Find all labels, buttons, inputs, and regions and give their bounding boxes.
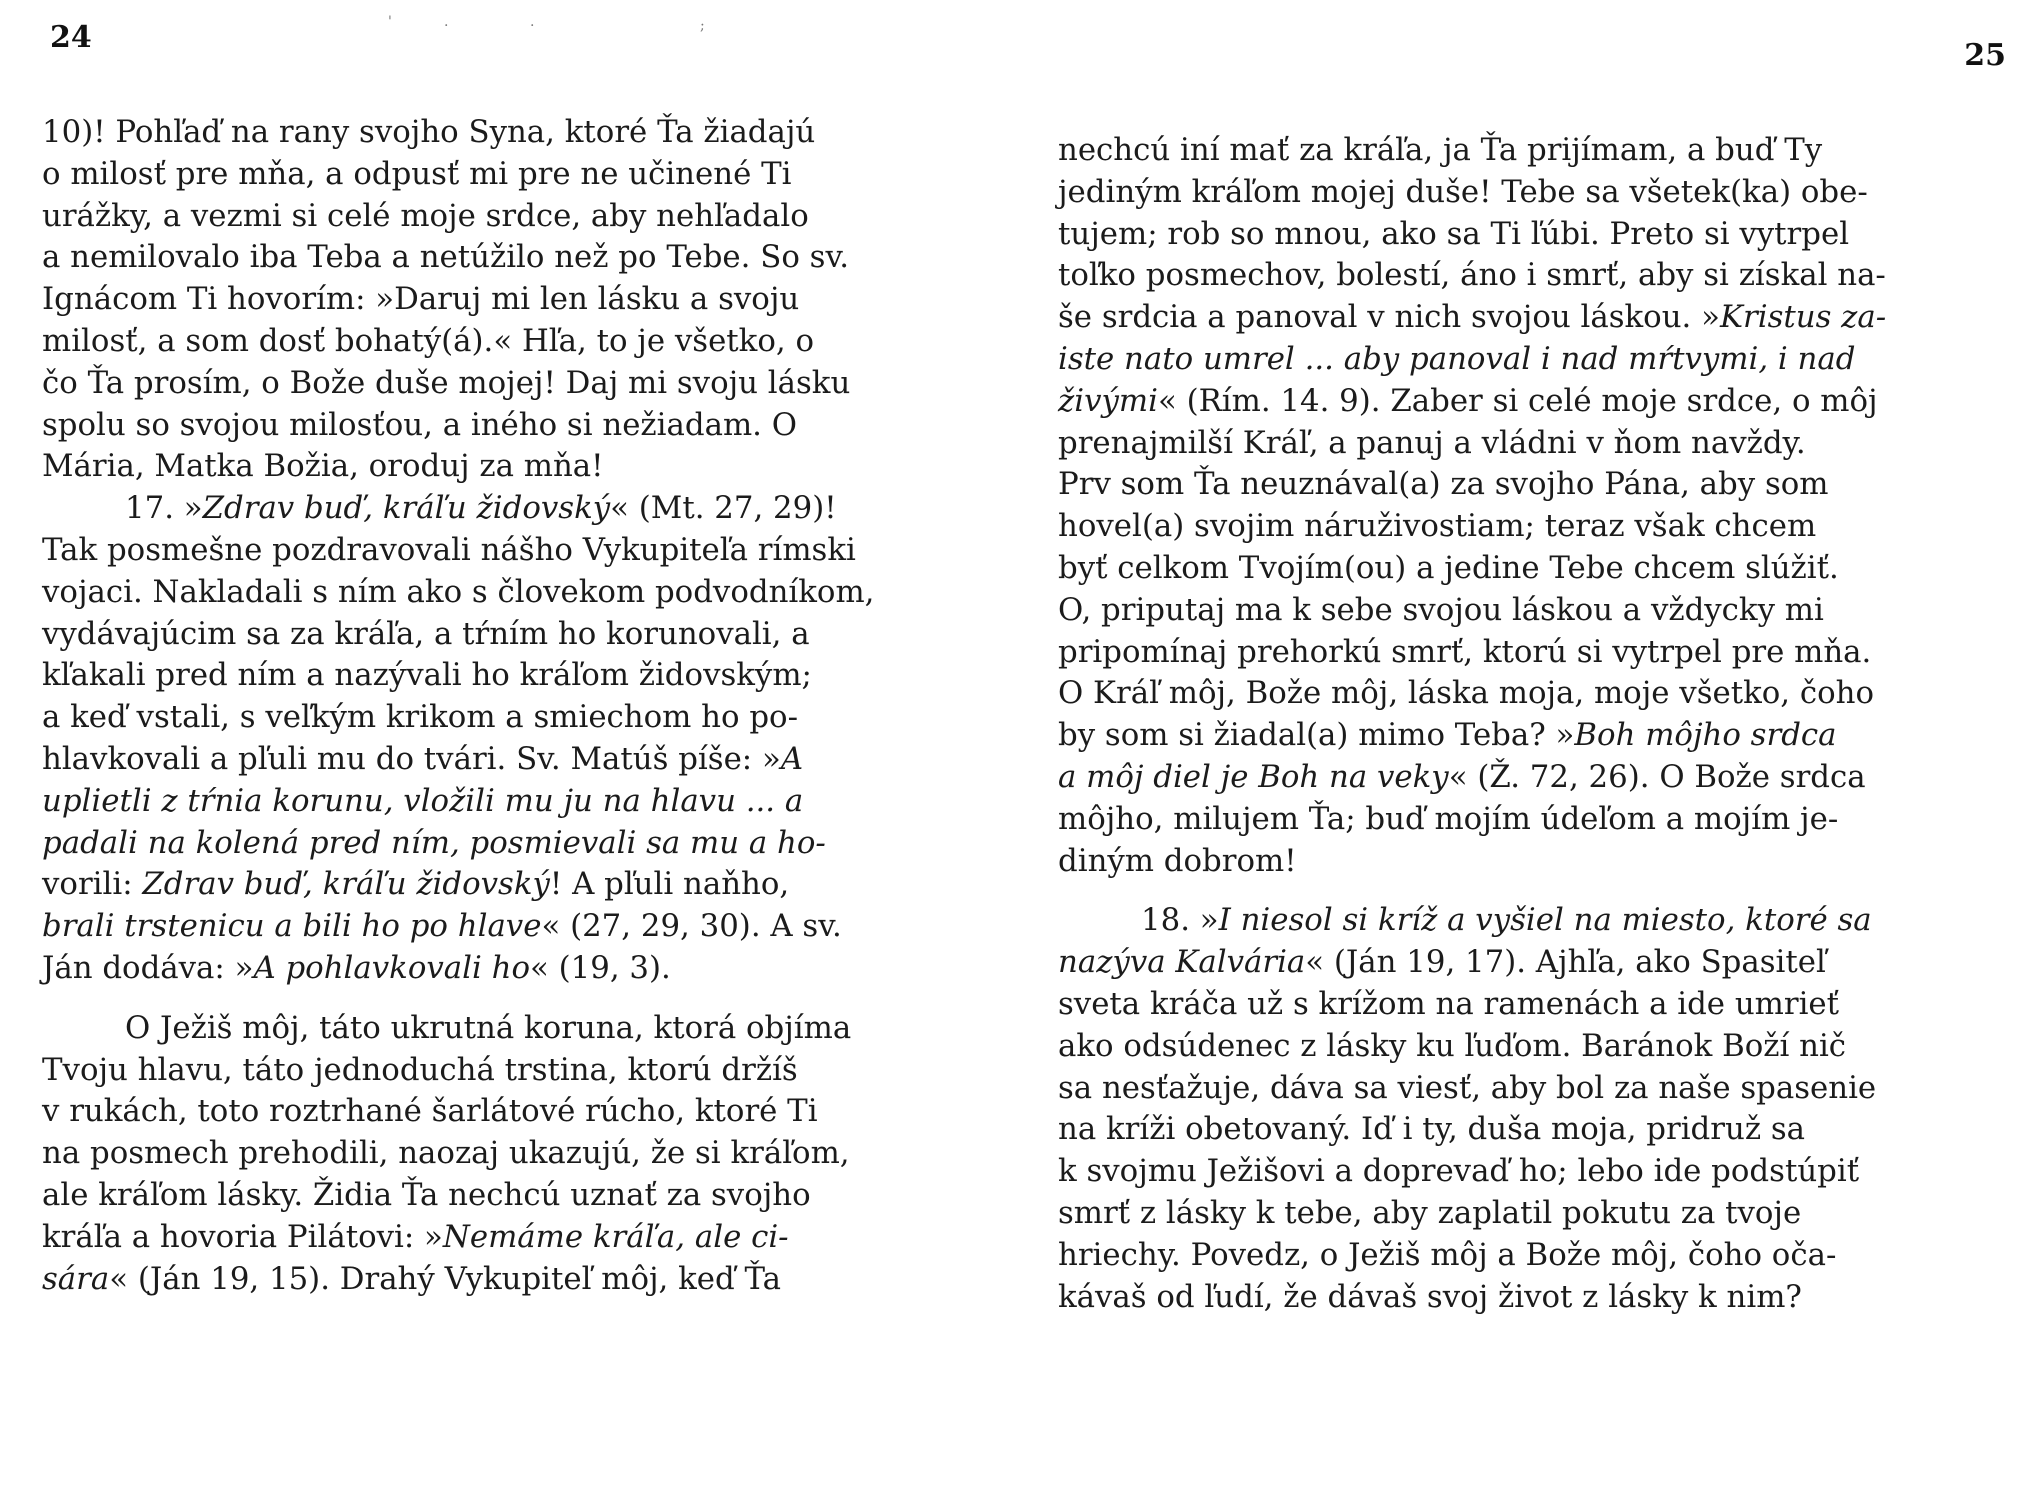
text-line: hriechy. Povedz, o Ježiš môj a Bože môj, čoho oča-: [1058, 1236, 1837, 1273]
text-line: ale kráľom lásky. Židia Ťa nechcú uznať za svojho: [42, 1176, 811, 1213]
page-number: 24: [50, 20, 92, 55]
text-line: milosť, a som dosť bohatý(á).« Hľa, to je všetko, o: [42, 322, 814, 359]
paragraph-start-line: 18. »I niesol si kríž a vyšiel na miesto, ktoré sa: [1141, 902, 1872, 939]
text-line: Prv som Ťa neuznával(a) za svojho Pána, aby som: [1058, 466, 1829, 503]
text-line: Ján dodáva: »A pohlavkovali ho« (19, 3).: [42, 949, 671, 986]
text-line: smrť z lásky k tebe, aby zaplatil pokutu za tvoje: [1058, 1194, 1802, 1231]
text-line: hlavkovali a pľuli mu do tvári. Sv. Matúš píše: »A: [42, 740, 804, 777]
right-page: [1019, 0, 2038, 1500]
text-line: sveta kráča už s krížom na ramenách a ide umrieť: [1058, 985, 1840, 1022]
page-number: 25: [1964, 38, 2006, 73]
text-line: prenajmilší Kráľ, a panuj a vládni v ňom navždy.: [1058, 424, 1806, 461]
text-line: ako odsúdenec z lásky ku ľuďom. Baránok Boží nič: [1058, 1027, 1847, 1064]
text-line: o milosť pre mňa, a odpusť mi pre ne učinené Ti: [42, 155, 792, 192]
left-page-text: [42, 112, 997, 1300]
text-line: sa nesťažuje, dáva sa viesť, aby bol za naše spasenie: [1058, 1069, 1877, 1106]
text-line: brali trstenicu a bili ho po hlave« (27, 29, 30). A sv.: [42, 908, 842, 945]
text-line: živými« (Rím. 14. 9). Zaber si celé moje srdce, o môj: [1058, 382, 1878, 419]
paragraph-start-line: O Ježiš môj, táto ukrutná koruna, ktorá objíma: [125, 1009, 852, 1046]
text-line: še srdcia a panoval v nich svojou láskou. »Kristus za-: [1058, 299, 1887, 336]
text-line: na kríži obetovaný. Iď i ty, duša moja, pridruž sa: [1058, 1111, 1806, 1148]
left-page: 24 ' . . ; 10)! Pohľaď na rany svojho Syna, ktoré Ťa žiadajú o milosť pre mňa, a odpusť mi pre ne učinené Ti urážky, a vezmi si celé moje srdce, aby nehľadalo a nemilovalo iba Teba a netúžilo než po Tebe. So sv. Ignácom Ti hovorím: »Daruj mi len lásku a svoju milosť, a som dosť bohatý(á).« Hľa, to je všetko, o čo Ťa prosím, o Bože duše mojej! Daj mi svoju lásku spolu so svojou milosťou, a iného si nežiadam. O Mária, Matka Božia, oroduj za mňa! 17. »Zdrav buď, kráľu židovský« (Mt. 27, 29)! Tak posmešne pozdravovali nášho Vykupiteľa rímski vojaci. Nakladali s ním ako s človekom podvodníkom, vydávajúcim sa za kráľa, a tŕním ho korunovali, a kľakali pred ním a nazývali ho kráľom židovským; a keď vstali, s veľkým krikom a smiechom ho po- hlavkovali a pľuli mu do tvári. Sv. Matúš píše: »A uplietli z tŕnia korunu, vložili mu ju na hlavu ... a padali na kolená pred ním, posmievali sa mu a ho- vorili: Zdrav buď, kráľu židovský! A pľuli naňho, brali trstenicu a bili ho po hlave« (27, 29, 30). A sv. Ján dodáva: »A pohlavkovali ho« (19, 3). O Ježiš môj, táto ukrutná koruna, ktorá objíma Tvoju hlavu, táto jednoduchá trstina, ktorú držíš v rukách, toto roztrhané šarlátové rúcho, ktoré Ti na posmech prehodili, naozaj ukazujú, že si kráľom, ale kráľom lásky. Židia Ťa nechcú uznať za svojho kráľa a hovoria Pilátovi: »Nemáme kráľa, ale ci- sára« (Ján 19, 15). Drahý Vykupiteľ môj, keď Ťa: [0, 0, 1019, 1500]
text-line: kľakali pred ním a nazývali ho kráľom židovským;: [42, 657, 812, 694]
text-line: byť celkom Tvojím(ou) a jedine Tebe chcem slúžiť.: [1058, 549, 1839, 586]
text-line: čo Ťa prosím, o Bože duše mojej! Daj mi svoju lásku: [42, 364, 851, 401]
right-page-text: [1058, 130, 2008, 1318]
text-line: kráľa a hovoria Pilátovi: »Nemáme kráľa, ale ci-: [42, 1218, 789, 1255]
text-line: vorili: Zdrav buď, kráľu židovský! A pľuli naňho,: [42, 866, 790, 903]
text-line: nazýva Kalvária« (Ján 19, 17). Ajhľa, ako Spasiteľ: [1058, 944, 1826, 981]
text-line: vydávajúcim sa za kráľa, a tŕním ho korunovali, a: [42, 615, 810, 652]
text-line: nechcú iní mať za kráľa, ja Ťa prijímam, a buď Ty: [1058, 132, 1823, 168]
text-line: hovel(a) svojim náruživostiam; teraz však chcem: [1058, 508, 1817, 545]
text-line: spolu so svojou milosťou, a iného si nežiadam. O: [42, 406, 797, 443]
text-line: diným dobrom!: [1058, 842, 1297, 879]
text-line: v rukách, toto roztrhané šarlátové rúcho, ktoré Ti: [42, 1093, 818, 1130]
paragraph-start-line: 17. »Zdrav buď, kráľu židovský« (Mt. 27, 29)!: [125, 490, 837, 527]
text-line: uplietli z tŕnia korunu, vložili mu ju na hlavu ... a: [42, 782, 804, 819]
text-line: tujem; rob so mnou, ako sa Ti ľúbi. Preto si vytrpel: [1058, 215, 1850, 252]
text-line: môjho, milujem Ťa; buď mojím údeľom a mojím je-: [1058, 800, 1839, 837]
text-line: urážky, a vezmi si celé moje srdce, aby nehľadalo: [42, 197, 809, 234]
text-line: Tak posmešne pozdravovali nášho Vykupiteľa rímski: [42, 531, 856, 568]
text-line: pripomínaj prehorkú smrť, ktorú si vytrpel pre mňa.: [1058, 633, 1872, 670]
text-line: by som si žiadal(a) mimo Teba? »Boh môjho srdca: [1058, 717, 1837, 754]
text-line: sára« (Ján 19, 15). Drahý Vykupiteľ môj, keď Ťa: [42, 1260, 782, 1297]
text-line: Ignácom Ti hovorím: »Daruj mi len lásku a svoju: [42, 281, 800, 318]
text-line: Tvoju hlavu, táto jednoduchá trstina, ktorú držíš: [42, 1051, 798, 1088]
text-line: vojaci. Nakladali s ním ako s človekom podvodníkom,: [42, 573, 875, 610]
text-line: kávaš od ľudí, že dávaš svoj život z lásky k nim?: [1058, 1278, 1802, 1315]
text-line: a môj diel je Boh na veky« (Ž. 72, 26). O Bože srdca: [1058, 758, 1866, 795]
text-line: 10)! Pohľaď na rany svojho Syna, ktoré Ťa žiadajú: [42, 114, 816, 150]
text-line: a nemilovalo iba Teba a netúžilo než po Tebe. So sv.: [42, 239, 850, 276]
text-line: padali na kolená pred ním, posmievali sa mu a ho-: [42, 824, 826, 861]
text-line: Mária, Matka Božia, oroduj za mňa!: [42, 448, 604, 485]
text-line: iste nato umrel ... aby panoval i nad mŕtvymi, i nad: [1058, 340, 1856, 377]
text-line: toľko posmechov, bolestí, áno i smrť, aby si získal na-: [1058, 257, 1886, 294]
text-line: a keď vstali, s veľkým krikom a smiechom ho po-: [42, 699, 798, 736]
text-line: O, priputaj ma k sebe svojou láskou a vždycky mi: [1058, 591, 1824, 628]
text-line: O Kráľ môj, Bože môj, láska moja, moje všetko, čoho: [1058, 675, 1875, 712]
text-line: na posmech prehodili, naozaj ukazujú, že si kráľom,: [42, 1135, 850, 1172]
text-line: k svojmu Ježišovi a doprevaď ho; lebo ide podstúpiť: [1058, 1153, 1860, 1190]
text-line: jediným kráľom mojej duše! Tebe sa všetek(ka) obe-: [1058, 173, 1868, 210]
